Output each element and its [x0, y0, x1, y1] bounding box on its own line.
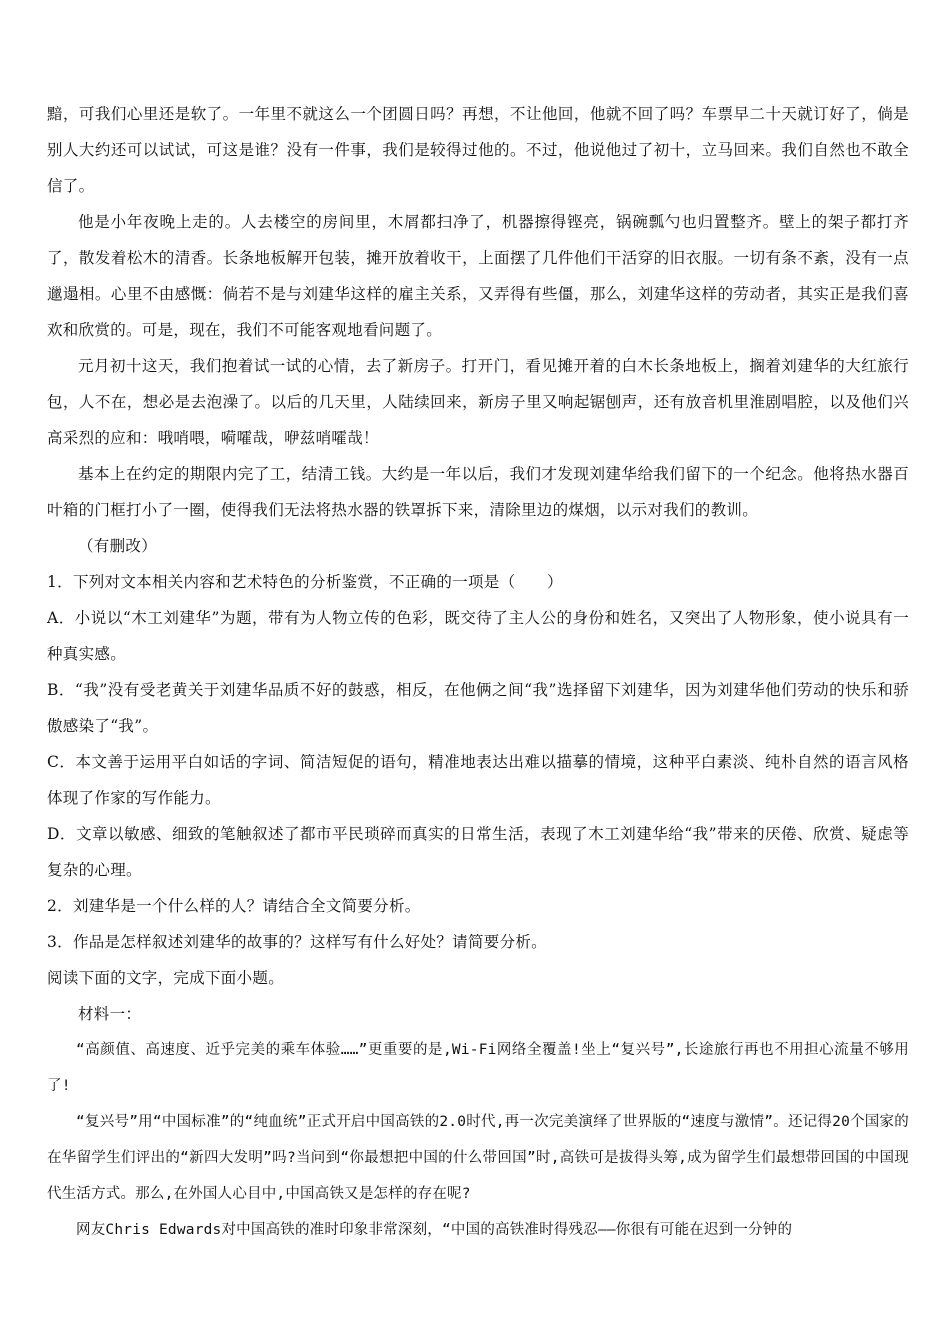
material-label: 材料一：: [78, 1005, 142, 1023]
story-paragraph-3: 元月初十这天，我们抱着试一试的心情，去了新房子。打开门，看见摊开着的白木长条地板上，搁着刘建华的大红旅行包，人不在，想必是去泡澡了。以后的几天里，人陆续回来，新房子里又响起锯刨声，还有放音机里淮剧唱腔，以及他们兴高采烈的应和：哦哨喂，嗬嚯哉，咿兹哨嚯哉！: [47, 357, 909, 447]
story-paragraph-4: 基本上在约定的期限内完了工，结清工钱。大约是一年以后，我们才发现刘建华给我们留下的一个纪念。他将热水器百叶箱的门框打小了一圈，使得我们无法将热水器的铁罩拆下来，清除里边的煤烟，以示对我们的教训。: [47, 465, 909, 519]
material-paragraph-2: “复兴号”用“中国标准”的“纯血统”正式开启中国高铁的2.0时代,再一次完美演绎了世界版的“速度与激情”。还记得20个国家的在华留学生们评出的“新四大发明”吗?当问到“你最想把中国的什么带回国”时,高铁可是拔得头筹,成为留学生们最想带回国的中国现代生活方式。那么,在外国人心目中,中国高铁又是怎样的存在呢?: [47, 1114, 909, 1202]
story-paragraph-2: 他是小年夜晚上走的。人去楼空的房间里，木屑都扫净了，机器擦得铿亮，锅碗瓢勺也归置整齐。壁上的架子都打齐了，散发着松木的清香。长条地板解开包装，摊开放着收干，上面摆了几件他们干活穿的旧衣服。一切有条不紊，没有一点邋遢相。心里不由感慨：倘若不是与刘建华这样的雇主关系，又弄得有些僵，那么，刘建华这样的劳动者，其实正是我们喜欢和欣赏的。可是，现在，我们不可能客观地看问题了。: [47, 213, 909, 339]
question-1-option-d: D．文章以敏感、细致的笔触叙述了都市平民琐碎而真实的日常生活，表现了木工刘建华给“我”带来的厌倦、欣赏、疑虑等复杂的心理。: [47, 825, 909, 879]
question-1-option-c: C．本文善于运用平白如话的字词、简洁短促的语句，精准地表达出难以描摹的情境，这种平白素淡、纯朴自然的语言风格体现了作家的写作能力。: [47, 753, 909, 807]
story-paragraph-1: 黯，可我们心里还是软了。一年里不就这么一个团圆日吗？再想，不让他回，他就不回了吗？车票早二十天就订好了，倘是别人大约还可以试试，可这是谁？没有一件事，我们是较得过他的。不过，他说他过了初十，立马回来。我们自然也不敢全信了。: [47, 105, 909, 195]
question-1-option-b: B．“我”没有受老黄关于刘建华品质不好的鼓惑，相反，在他俩之间“我”选择留下刘建华，因为刘建华他们劳动的快乐和骄傲感染了“我”。: [47, 681, 909, 735]
question-2: 2．刘建华是一个什么样的人？请结合全文简要分析。: [47, 897, 421, 915]
material-paragraph-3: 网友Chris Edwards对中国高铁的准时印象非常深刻，“中国的高铁准时得残忍——你很有可能在迟到一分钟的: [76, 1222, 793, 1238]
source-note: （有删改）: [78, 537, 158, 555]
material-paragraph-1: “高颜值、高速度、近乎完美的乘车体验……”更重要的是,Wi-Fi网络全覆盖!坐上“复兴号”,长途旅行再也不用担心流量不够用了!: [47, 1042, 909, 1094]
reading-instruction: 阅读下面的文字，完成下面小题。: [47, 969, 285, 987]
question-1-option-a: A．小说以“木工刘建华”为题，带有为人物立传的色彩，既交待了主人公的身份和姓名，又突出了人物形象，使小说具有一种真实感。: [47, 609, 909, 663]
question-1-stem: 1．下列对文本相关内容和艺术特色的分析鉴赏，不正确的一项是（ ）: [47, 573, 563, 591]
document-body: [47, 96, 909, 1248]
question-3: 3．作品是怎样叙述刘建华的故事的？这样写有什么好处？请简要分析。: [47, 933, 547, 951]
